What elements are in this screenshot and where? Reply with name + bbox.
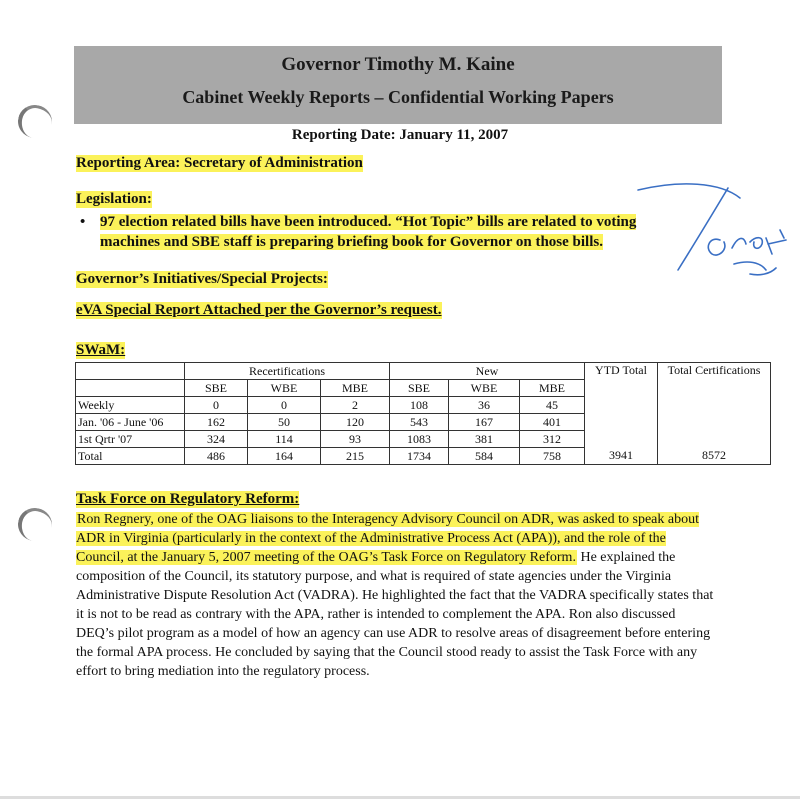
table-cell: 486 — [185, 448, 248, 465]
header-subtitle: Cabinet Weekly Reports – Confidential Working Papers — [182, 87, 614, 107]
table-cell: 312 — [520, 431, 585, 448]
group-new: New — [390, 363, 585, 380]
table-cell: 50 — [248, 414, 321, 431]
reporting-date: Reporting Date: January 11, 2007 — [291, 127, 509, 143]
table-cell: 324 — [185, 431, 248, 448]
table-cell: 584 — [449, 448, 520, 465]
total-certifications-column — [658, 363, 771, 465]
row-label: Total — [76, 448, 185, 465]
group-recertifications: Recertifications — [185, 363, 390, 380]
table-cell: 0 — [185, 397, 248, 414]
table-cell: 45 — [520, 397, 585, 414]
total-certifications-header: Total Certifications — [667, 363, 761, 377]
sub-header: MBE — [520, 380, 585, 397]
sub-header: SBE — [185, 380, 248, 397]
table-cell: 381 — [449, 431, 520, 448]
sub-header: SBE — [390, 380, 449, 397]
sub-header: WBE — [449, 380, 520, 397]
eva-report-line: eVA Special Report Attached per the Governor’s request. — [76, 302, 442, 318]
table-cell: 0 — [248, 397, 321, 414]
header-title: Governor Timothy M. Kaine — [281, 54, 515, 75]
table-cell: 401 — [520, 414, 585, 431]
row-label: Jan. '06 - June '06 — [76, 414, 185, 431]
handwritten-annotation-icon — [620, 178, 800, 288]
table-cell: 758 — [520, 448, 585, 465]
table-cell: 167 — [449, 414, 520, 431]
swam-heading: SWaM: — [76, 342, 126, 358]
swam-table — [75, 362, 771, 465]
table-cell: 164 — [248, 448, 321, 465]
total-certifications-value: 8572 — [702, 448, 726, 462]
table-cell: 108 — [390, 397, 449, 414]
ytd-total-value: 3941 — [609, 448, 633, 462]
reporting-area: Reporting Area: Secretary of Administration — [76, 155, 363, 171]
initiatives-heading: Governor’s Initiatives/Special Projects: — [76, 271, 328, 287]
table-cell: 120 — [321, 414, 390, 431]
row-label: Weekly — [76, 397, 185, 414]
row-label: 1st Qrtr '07 — [76, 431, 185, 448]
task-force-paragraph — [76, 510, 716, 681]
punch-hole-bottom — [15, 505, 54, 543]
legislation-line-2: machines and SBE staff is preparing briefing book for Governor on those bills. — [100, 234, 603, 250]
table-cell: 93 — [321, 431, 390, 448]
sub-header: MBE — [321, 380, 390, 397]
table-cell: 114 — [248, 431, 321, 448]
task-force-highlighted-text: Ron Regnery, one of the OAG liaisons to the Interagency Advisory Council on ADR, was asked to speak about ADR in Virginia (particularly in the context of the Administrative Process Act (APA)), and the role of the Council, at the January 5, 2007 meeting of the OAG’s Task Force on Regulatory Reform. — [76, 512, 699, 565]
table-cell: 543 — [390, 414, 449, 431]
table-row-label-empty — [76, 380, 185, 397]
bullet-icon: • — [80, 214, 86, 230]
table-corner-cell — [76, 363, 185, 380]
table-cell: 36 — [449, 397, 520, 414]
ytd-total-column — [585, 363, 658, 465]
legislation-heading: Legislation: — [76, 191, 152, 207]
task-force-body-text: He explained the composition of the Council, its statutory purpose, and what is required of state agencies under the Virginia Administrative Dispute Resolution Act (VADRA). He highlighted the fact that the VADRA specifically states that it is not to be read as contrary with the APA, rather is intended to complement the APA. Ron also discussed DEQ’s pilot program as a model of how an agency can use ADR to resolve areas of disagreement before entering the formal APA process. He concluded by saying that the Council stood ready to assist the Task Force with any effort to bring mediation into the regulatory process. — [76, 550, 714, 679]
table-cell: 2 — [321, 397, 390, 414]
legislation-line-1: 97 election related bills have been introduced. “Hot Topic” bills are related to voting — [100, 214, 637, 230]
table-cell: 1083 — [390, 431, 449, 448]
header-banner — [74, 46, 722, 124]
ytd-total-header: YTD Total — [595, 363, 647, 377]
legislation-bullet — [80, 212, 636, 252]
table-cell: 215 — [321, 448, 390, 465]
task-force-heading: Task Force on Regulatory Reform: — [76, 491, 300, 507]
sub-header: WBE — [248, 380, 321, 397]
table-group-header-row — [76, 363, 771, 380]
table-cell: 162 — [185, 414, 248, 431]
table-cell: 1734 — [390, 448, 449, 465]
